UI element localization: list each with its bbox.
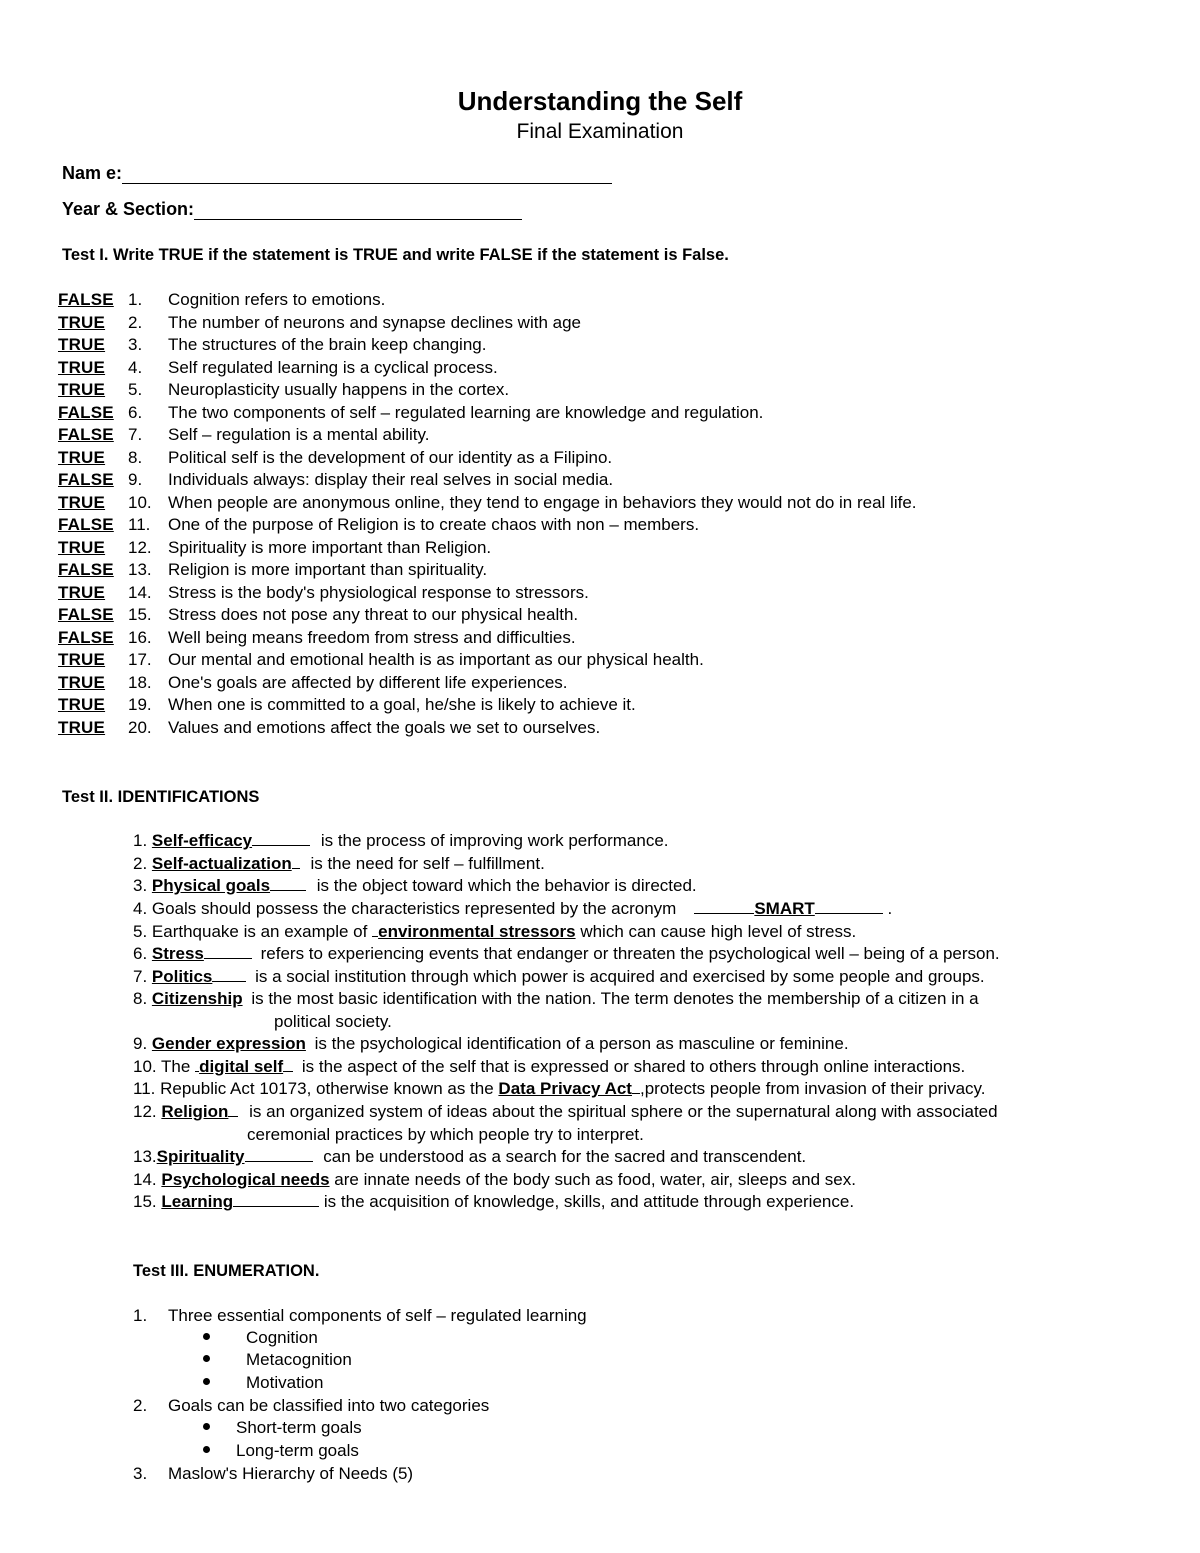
- answer: environmental stressors: [378, 922, 576, 941]
- item-number: 16.: [128, 628, 152, 647]
- answer-blank: [228, 1102, 238, 1117]
- item-text: Maslow's Hierarchy of Needs (5): [168, 1464, 414, 1483]
- item-text: Religion is more important than spirituality.: [168, 560, 488, 579]
- item-prefix: 7.: [133, 967, 152, 986]
- item-text: are innate needs of the body such as food, water, air, sleeps and sex.: [334, 1170, 856, 1189]
- list-item: [133, 831, 669, 851]
- list-item: [58, 380, 509, 402]
- item-text: Stress does not pose any threat to our physical health.: [168, 605, 579, 624]
- item-number: 18.: [128, 673, 152, 692]
- bullet-icon: [203, 1423, 210, 1430]
- item-prefix: 5. Earthquake is an example of: [133, 922, 368, 941]
- item-text: ,protects people from invasion of their privacy.: [639, 1079, 986, 1098]
- section-line[interactable]: [194, 199, 522, 220]
- list-item: [133, 1464, 413, 1484]
- answer: FALSE: [58, 425, 114, 444]
- item-text: is the acquisition of knowledge, skills, and attitude through experience.: [323, 1192, 855, 1211]
- item-prefix: 8.: [133, 989, 152, 1008]
- answer-blank: [283, 1057, 293, 1072]
- item-prefix: 1.: [133, 831, 152, 850]
- list-item: [58, 628, 576, 650]
- answer: TRUE: [58, 583, 106, 602]
- item-text: which can cause high level of stress.: [580, 922, 857, 941]
- item-number: 9.: [128, 470, 143, 489]
- name-line[interactable]: [122, 163, 612, 184]
- answer-blank: [694, 899, 754, 914]
- list-item: [58, 448, 612, 470]
- answer: Physical goals: [151, 876, 271, 895]
- list-item: [133, 1170, 856, 1190]
- item-prefix: 13.: [133, 1147, 157, 1166]
- list-item: [58, 673, 568, 695]
- item-number: 20.: [128, 718, 152, 737]
- bullet-icon: [203, 1446, 210, 1453]
- bullet-icon: [203, 1333, 210, 1340]
- list-item: [133, 1147, 806, 1167]
- item-number: 10.: [128, 493, 152, 512]
- answer: TRUE: [58, 335, 106, 354]
- answer: Citizenship: [151, 989, 243, 1008]
- list-item: [58, 605, 578, 627]
- item-text: is the aspect of the self that is expressed or shared to others through online interactions.: [301, 1057, 966, 1076]
- name-label: Nam e:: [62, 163, 123, 183]
- list-item: [58, 718, 600, 740]
- test2-heading: Test II. IDENTIFICATIONS: [62, 788, 260, 806]
- list-item: [58, 493, 917, 515]
- item-number: 4.: [128, 358, 143, 377]
- item-prefix: 11. Republic Act 10173, otherwise known as the: [133, 1079, 494, 1098]
- item-continuation: political society.: [274, 1012, 392, 1031]
- item-continuation: ceremonial practices by which people try to interpret.: [247, 1125, 644, 1144]
- answer: TRUE: [58, 358, 106, 377]
- list-item: [58, 335, 486, 357]
- answer: TRUE: [58, 650, 106, 669]
- item-text: is a social institution through which power is acquired and exercised by some people and groups.: [255, 967, 985, 986]
- list-item: [133, 922, 856, 942]
- item-prefix: 2.: [133, 854, 152, 873]
- item-text: can be understood as a search for the sacred and transcendent.: [323, 1147, 807, 1166]
- list-item: [133, 854, 545, 874]
- item-prefix: 15.: [133, 1192, 162, 1211]
- item-number: 13.: [128, 560, 152, 579]
- item-text: Goals can be classified into two categories: [168, 1396, 490, 1415]
- item-text: The number of neurons and synapse declines with age: [168, 313, 581, 332]
- list-item: [58, 290, 385, 312]
- item-prefix: 10. The: [133, 1057, 191, 1076]
- answer: Politics: [151, 967, 213, 986]
- item-number: 19.: [128, 695, 152, 714]
- answer: Religion: [161, 1102, 229, 1121]
- item-text: Well being means freedom from stress and difficulties.: [168, 628, 576, 647]
- bullet-item: [203, 1328, 318, 1348]
- answer-blank: [233, 1192, 319, 1207]
- bullet-text: Metacognition: [246, 1350, 352, 1369]
- answer: digital self: [199, 1057, 284, 1076]
- answer: Learning: [161, 1192, 234, 1211]
- item-text: .: [887, 899, 893, 918]
- item-text: is the psychological identification of a person as masculine or feminine.: [314, 1034, 849, 1053]
- answer: FALSE: [58, 515, 114, 534]
- list-item: [133, 1079, 986, 1099]
- bullet-item: [203, 1418, 362, 1438]
- test1-heading: Test I. Write TRUE if the statement is TRUE and write FALSE if the statement is False.: [62, 246, 729, 264]
- section-label: Year & Section:: [62, 199, 195, 219]
- item-prefix: 12.: [133, 1102, 162, 1121]
- answer-blank: [632, 1079, 640, 1094]
- list-item: [58, 560, 487, 582]
- list-item: [133, 1192, 854, 1212]
- list-item: [58, 515, 699, 537]
- answer: TRUE: [58, 313, 106, 332]
- item-number: 17.: [128, 650, 152, 669]
- answer: TRUE: [58, 448, 106, 467]
- item-text: Three essential components of self – regulated learning: [168, 1306, 587, 1325]
- item-number: 6.: [128, 403, 143, 422]
- item-text: Neuroplasticity usually happens in the cortex.: [168, 380, 510, 399]
- item-text: Stress is the body's physiological response to stressors.: [168, 583, 589, 602]
- item-number: 15.: [128, 605, 152, 624]
- item-text: Values and emotions affect the goals we set to ourselves.: [168, 718, 601, 737]
- item-text: When one is committed to a goal, he/she is likely to achieve it.: [168, 695, 636, 714]
- bullet-text: Motivation: [246, 1373, 324, 1392]
- item-text: The two components of self – regulated learning are knowledge and regulation.: [168, 403, 764, 422]
- answer: Stress: [151, 944, 204, 963]
- item-number: 1.: [133, 1306, 148, 1325]
- answer: Self-actualization: [151, 854, 292, 873]
- item-text: The structures of the brain keep changing.: [168, 335, 487, 354]
- item-text: When people are anonymous online, they tend to engage in behaviors they would not do in real life.: [168, 493, 917, 512]
- item-number: 2.: [133, 1396, 148, 1415]
- list-item: [133, 876, 697, 896]
- answer: Self-efficacy: [151, 831, 253, 850]
- list-item: [58, 313, 581, 335]
- item-text: One of the purpose of Religion is to create chaos with non – members.: [168, 515, 700, 534]
- document-title: Understanding the Self: [457, 86, 743, 116]
- answer: Psychological needs: [161, 1170, 330, 1189]
- item-number: 2.: [128, 313, 143, 332]
- list-item: [58, 425, 429, 447]
- item-text: is the object toward which the behavior is directed.: [316, 876, 697, 895]
- item-prefix: 6.: [133, 944, 152, 963]
- answer-blank: [292, 854, 300, 869]
- item-text: Spirituality is more important than Religion.: [168, 538, 492, 557]
- item-number: 14.: [128, 583, 152, 602]
- bullet-item: [203, 1350, 352, 1370]
- item-text: Individuals always: display their real selves in social media.: [168, 470, 614, 489]
- list-item: [133, 944, 1000, 964]
- item-text: is the process of improving work performance.: [320, 831, 669, 850]
- bullet-text: Long-term goals: [236, 1441, 359, 1460]
- item-number: 3.: [133, 1464, 148, 1483]
- item-number: 11.: [128, 515, 151, 534]
- bullet-icon: [203, 1378, 210, 1385]
- answer: TRUE: [58, 380, 106, 399]
- answer: FALSE: [58, 628, 114, 647]
- item-text: Political self is the development of our identity as a Filipino.: [168, 448, 613, 467]
- item-number: 1.: [128, 290, 143, 309]
- item-text: One's goals are affected by different life experiences.: [168, 673, 568, 692]
- list-item: [133, 1057, 965, 1077]
- list-item: [133, 1396, 489, 1416]
- item-text: is the need for self – fulfillment.: [310, 854, 545, 873]
- answer-blank: [252, 831, 310, 846]
- answer: FALSE: [58, 560, 114, 579]
- answer-blank: [204, 944, 252, 959]
- list-item: [58, 538, 491, 560]
- item-text: is the most basic identification with the nation. The term denotes the membership of a citizen in a: [251, 989, 979, 1008]
- answer: FALSE: [58, 605, 114, 624]
- list-item: [133, 1034, 849, 1054]
- answer: FALSE: [58, 403, 114, 422]
- answer-blank: [815, 899, 883, 914]
- answer: FALSE: [58, 290, 114, 309]
- name-field[interactable]: [62, 163, 612, 184]
- item-number: 8.: [128, 448, 143, 467]
- section-field[interactable]: [62, 199, 522, 220]
- item-prefix: 14.: [133, 1170, 162, 1189]
- list-item: [133, 1306, 587, 1326]
- answer: Gender expression: [151, 1034, 306, 1053]
- item-text: refers to experiencing events that endanger or threaten the psychological well – being of a person.: [260, 944, 1000, 963]
- item-number: 5.: [128, 380, 143, 399]
- list-item: [133, 967, 985, 987]
- list-item: [58, 470, 613, 492]
- list-item: [133, 899, 892, 919]
- list-item: [58, 695, 636, 717]
- answer-blank: [245, 1147, 313, 1162]
- list-item: [58, 358, 498, 380]
- item-text: Self regulated learning is a cyclical process.: [168, 358, 498, 377]
- answer: TRUE: [58, 695, 106, 714]
- bullet-item: [203, 1441, 359, 1461]
- item-number: 3.: [128, 335, 143, 354]
- item-prefix: 3.: [133, 876, 152, 895]
- list-item: [133, 1102, 998, 1122]
- answer-blank: [212, 967, 246, 982]
- list-item: [58, 650, 704, 672]
- item-text: Our mental and emotional health is as important as our physical health.: [168, 650, 704, 669]
- item-text: Self – regulation is a mental ability.: [168, 425, 430, 444]
- answer: TRUE: [58, 493, 106, 512]
- list-item: [58, 583, 589, 605]
- item-text: is an organized system of ideas about the spiritual sphere or the supernatural along with associated: [249, 1102, 998, 1121]
- item-prefix: 9.: [133, 1034, 152, 1053]
- bullet-text: Cognition: [246, 1328, 318, 1347]
- answer: TRUE: [58, 538, 106, 557]
- bullet-item: [203, 1373, 323, 1393]
- answer: FALSE: [58, 470, 114, 489]
- item-number: 12.: [128, 538, 152, 557]
- list-item: [133, 989, 979, 1009]
- item-prefix: 4. Goals should possess the characteristics represented by the acronym: [133, 899, 677, 918]
- answer: TRUE: [58, 718, 106, 737]
- answer-blank: [270, 876, 306, 891]
- answer: TRUE: [58, 673, 106, 692]
- bullet-text: Short-term goals: [236, 1418, 362, 1437]
- document-subtitle: Final Examination: [516, 120, 684, 143]
- test3-heading: Test III. ENUMERATION.: [133, 1262, 320, 1280]
- answer: Spirituality: [156, 1147, 245, 1166]
- answer: Data Privacy Act: [498, 1079, 632, 1098]
- answer: SMART: [754, 899, 815, 918]
- bullet-icon: [203, 1355, 210, 1362]
- list-item: [58, 403, 763, 425]
- item-text: Cognition refers to emotions.: [168, 290, 386, 309]
- item-number: 7.: [128, 425, 143, 444]
